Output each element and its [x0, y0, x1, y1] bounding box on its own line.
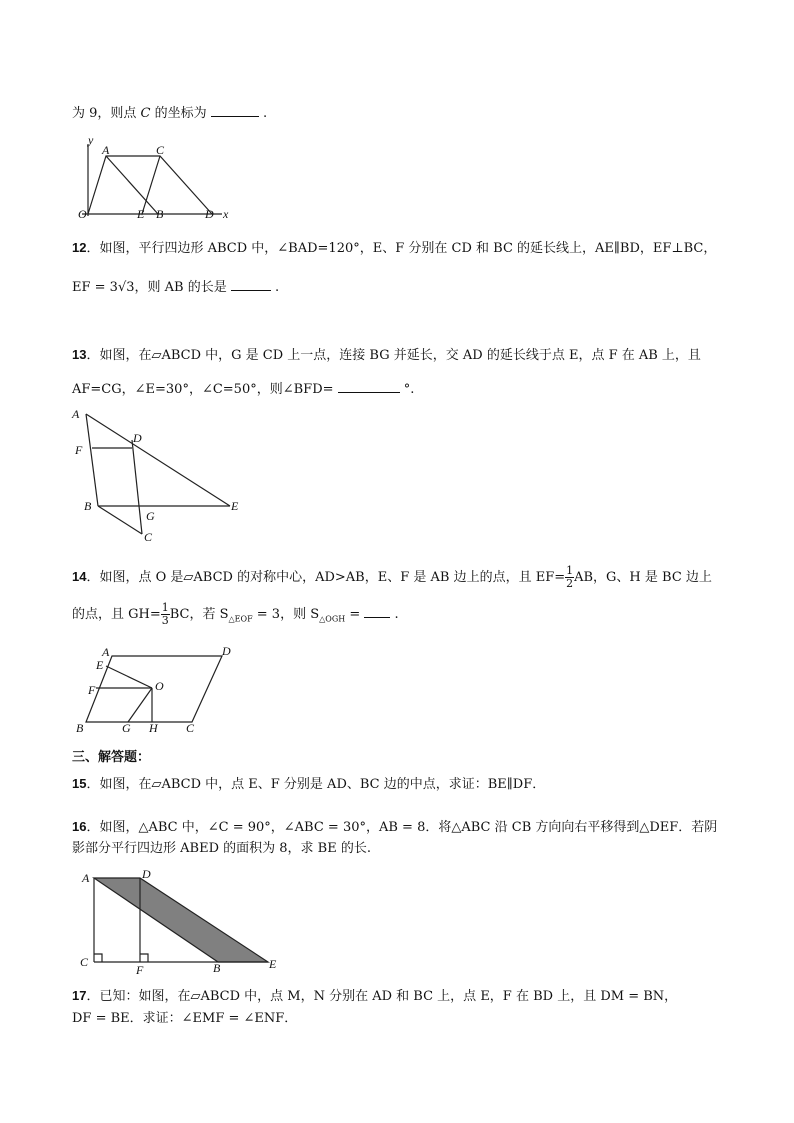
q14-subscript-eof: △EOF	[228, 614, 253, 624]
q15-line	[72, 775, 545, 794]
q12-line2-text: ，则 AB 的长是	[134, 280, 227, 295]
fig16-right-angle-f	[140, 954, 148, 962]
fig11-label-x: x	[223, 207, 229, 221]
fig11-label-o: O	[78, 207, 87, 221]
q17-line1	[72, 987, 677, 1006]
q14-fraction-third-numerator: 1	[161, 601, 169, 614]
q14-fraction-half	[565, 565, 574, 590]
q13-line2-text: AF=CG，∠E=30°，∠C=50°，则∠BFD=	[72, 382, 334, 397]
q14-line2-text-c: = 3，则 S	[252, 607, 320, 622]
fig14-label-e: E	[96, 658, 104, 672]
fig11-label-a: A	[102, 143, 110, 157]
fig13-label-c: C	[144, 530, 153, 544]
q11-text-a: 为 9，则点	[72, 106, 137, 121]
q14-end: .	[394, 607, 399, 622]
q16-line2	[72, 840, 371, 858]
q13-line2	[72, 378, 414, 399]
q14-number: 14	[72, 569, 87, 584]
q13-answer-blank	[338, 378, 400, 393]
fig13-label-e: E	[231, 499, 239, 513]
figure-16	[76, 864, 296, 978]
fig11-label-y: y	[88, 133, 94, 147]
fig16-label-d: D	[142, 867, 151, 881]
q16-line2-text: 影部分平行四边形 ABED 的面积为 8，求 BE 的长.	[72, 841, 371, 856]
fig11-label-b: B	[156, 207, 164, 221]
figure-11	[72, 133, 242, 224]
fig16-label-a: A	[82, 871, 90, 885]
q15-number: 15	[72, 776, 87, 791]
q13-number: 13	[72, 347, 87, 362]
q14-fraction-third-denominator: 3	[161, 614, 169, 627]
fig14-label-b: B	[76, 721, 84, 735]
fig16-label-b: B	[213, 961, 221, 975]
fig13-segment-dc	[132, 440, 142, 534]
figure-13	[72, 404, 252, 548]
fig13-label-b: B	[84, 499, 92, 513]
fig14-label-c: C	[186, 721, 195, 735]
q14-line2-text-d: =	[345, 607, 361, 622]
fig11-segment-ab	[106, 156, 158, 214]
q17-line1-text: ．已知：如图，在▱ABCD 中，点 M，N 分别在 AD 和 BC 上，点 E，F 在 BD 上，且 DM = BN，	[86, 989, 678, 1004]
fig16-label-c: C	[80, 955, 89, 969]
q17-line2	[72, 1010, 297, 1028]
fig13-label-a: A	[72, 407, 80, 421]
q14-line2-text-a: 的点，且 GH=	[72, 607, 161, 622]
q17-number: 17	[72, 988, 87, 1003]
q12-line1-text: ．如图，平行四边形 ABCD 中，∠BAD=120°，E、F 分别在 CD 和 BC 的延长线上，AE∥BD，EF⊥BC，	[86, 241, 717, 256]
fig13-label-d: D	[133, 431, 142, 445]
fig13-segment-bc	[98, 506, 142, 534]
q14-line2	[72, 598, 399, 632]
q11-var-c: C	[140, 106, 151, 121]
q12-end: .	[275, 280, 280, 295]
fig14-label-a: A	[102, 645, 110, 659]
q12-number: 12	[72, 240, 87, 255]
fig13-segment-ae	[86, 414, 230, 506]
q14-line1-text-b: AB，G、H 是 BC 边上	[574, 570, 712, 585]
q14-fraction-half-numerator: 1	[566, 564, 574, 577]
q17-line2-text: DF = BE．求证：∠EMF = ∠ENF．	[72, 1011, 298, 1026]
q12-line2	[72, 276, 279, 297]
fig14-segment-eo	[106, 666, 152, 688]
q14-fraction-third	[161, 602, 170, 627]
q13-line1-text: ．如图，在▱ABCD 中，G 是 CD 上一点，连接 BG 并延长，交 AD 的延长线于点 E，点 F 在 AB 上，且	[86, 348, 701, 363]
fig11-label-d: D	[205, 207, 214, 221]
fig16-label-e: E	[269, 957, 277, 971]
q14-line1-text-a: ．如图，点 O 是▱ABCD 的对称中心，AD>AB，E、F 是 AB 边上的点，且 EF=	[86, 570, 566, 585]
q11-end: .	[262, 106, 268, 121]
fig11-label-e: E	[137, 207, 145, 221]
fig14-label-o: O	[155, 679, 164, 693]
q14-line1	[72, 560, 712, 594]
fig16-right-angle-c	[94, 954, 102, 962]
q13-end: °.	[403, 382, 415, 397]
fig14-label-f: F	[88, 683, 96, 697]
fig14-label-g: G	[122, 721, 131, 735]
q14-subscript-ogh: △OGH	[319, 614, 346, 624]
q16-number: 16	[72, 819, 87, 834]
section-3-heading: 三、解答题：	[72, 750, 151, 765]
q12-answer-blank	[231, 276, 271, 291]
q15-text: ．如图，在▱ABCD 中，点 E、F 分别是 AD、BC 边的中点，求证：BE∥DF．	[86, 777, 546, 792]
fig11-label-c: C	[156, 143, 165, 157]
q14-fraction-half-denominator: 2	[566, 577, 574, 590]
q14-answer-blank	[364, 603, 390, 618]
fig14-segment-go	[128, 688, 152, 722]
q11-answer-blank	[211, 102, 259, 117]
fig16-shaded-parallelogram-abed	[94, 878, 268, 962]
q14-line2-text-b: BC，若 S	[169, 607, 229, 622]
figure-14	[72, 642, 242, 738]
q11-text	[72, 102, 267, 123]
fig14-label-d: D	[222, 644, 231, 658]
fig13-segment-ab	[86, 414, 98, 506]
q13-line1	[72, 346, 701, 365]
fig16-label-f: F	[136, 963, 144, 977]
q12-line1	[72, 239, 716, 258]
q12-ef-expression: EF = 3√3	[72, 280, 135, 295]
q16-line1	[72, 818, 717, 837]
q16-line1-text: ．如图，△ABC 中，∠C = 90°，∠ABC = 30°，AB = 8．将△ABC 沿 CB 方向向右平移得到△DEF．若阴	[86, 820, 718, 835]
fig14-label-h: H	[149, 721, 158, 735]
fig13-label-g: G	[146, 509, 155, 523]
q11-text-b: 的坐标为	[154, 106, 207, 121]
fig13-label-f: F	[75, 443, 83, 457]
